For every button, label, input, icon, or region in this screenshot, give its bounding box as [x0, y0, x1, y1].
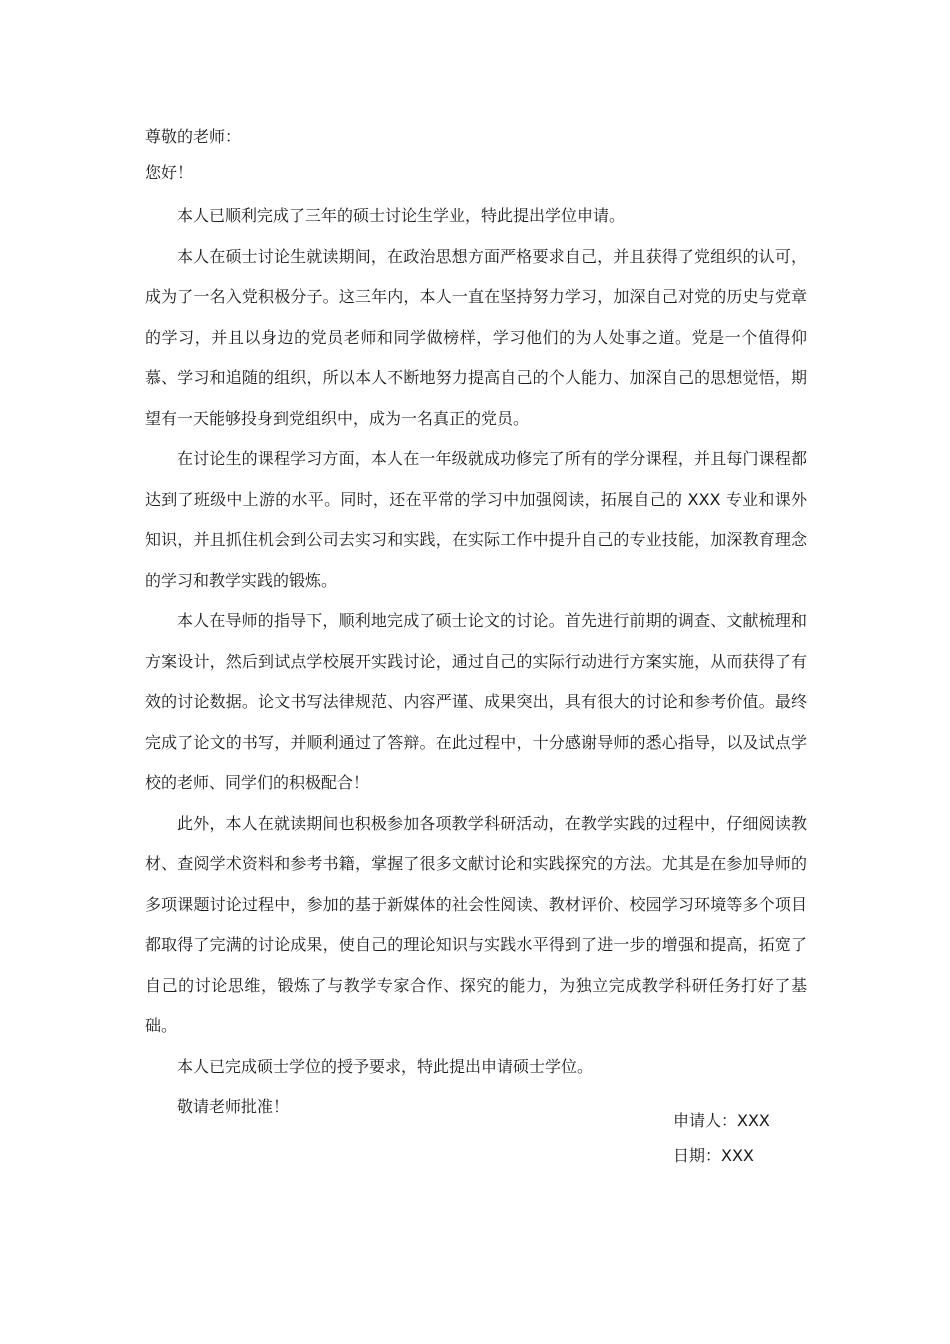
- greeting: 您好！: [145, 163, 194, 182]
- signature-date: 日期：XXX: [673, 1146, 754, 1165]
- paragraph-closing: 敬请老师批准！: [177, 1097, 290, 1116]
- paragraph-thesis: 本人在导师的指导下，顺利地完成了硕士论文的讨论。首先进行前期的调查、文献梳理和方案设计，然后到试点学校展开实践讨论，通过自己的实际行动进行方案实施，从而获得了有效的讨论数据。论文书写法律规范、内容严谨、成果突出，具有很大的讨论和参考价值。最终完成了论文的书写，并顺利通过了答辩。在此过程中，十分感谢导师的悉心指导，以及试点学校的老师、同学们的积极配合！: [145, 611, 807, 792]
- salutation: 尊敬的老师：: [145, 127, 242, 146]
- paragraph-research: 此外，本人在就读期间也积极参加各项教学科研活动，在教学实践的过程中，仔细阅读教材、查阅学术资料和参考书籍，掌握了很多文献讨论和实践探究的方法。尤其是在参加导师的多项课题讨论过程中，参加的基于新媒体的社会性阅读、教材评价、校园学习环境等多个项目都取得了完满的讨论成果，使自己的理论知识与实践水平得到了进一步的增强和提高，拓宽了自己的讨论思维，锻炼了与教学专家合作、探究的能力，为独立完成教学科研任务打好了基础。: [145, 813, 807, 1035]
- paragraph-request: 本人已完成硕士学位的授予要求，特此提出申请硕士学位。: [177, 1056, 594, 1076]
- letter-body: [145, 122, 807, 1128]
- paragraph-intro: 本人已顺利完成了三年的硕士讨论生学业，特此提出学位申请。: [177, 206, 626, 225]
- applicant-signature: 申请人：XXX: [673, 1111, 770, 1130]
- paragraph-political: 本人在硕士讨论生就读期间，在政治思想方面严格要求自己，并且获得了党组织的认可，成为了一名入党积极分子。这三年内，本人一直在坚持努力学习，加深自己对党的历史与党章的学习，并且以身边的党员老师和同学做榜样，学习他们的为人处事之道。党是一个值得仰慕、学习和追随的组织，所以本人不断地努力提高自己的个人能力、加深自己的思想觉悟，期望有一天能够投身到党组织中，成为一名真正的党员。: [145, 246, 807, 428]
- paragraph-courses: 在讨论生的课程学习方面，本人在一年级就成功修完了所有的学分课程，并且每门课程都达到了班级中上游的水平。同时，还在平常的学习中加强阅读，拓展自己的 XXX 专业和课外知识，并且抓住机会到公司去实习和实践，在实际工作中提升自己的专业技能，加深教育理念的学习和教学实践的锻炼。: [145, 449, 807, 590]
